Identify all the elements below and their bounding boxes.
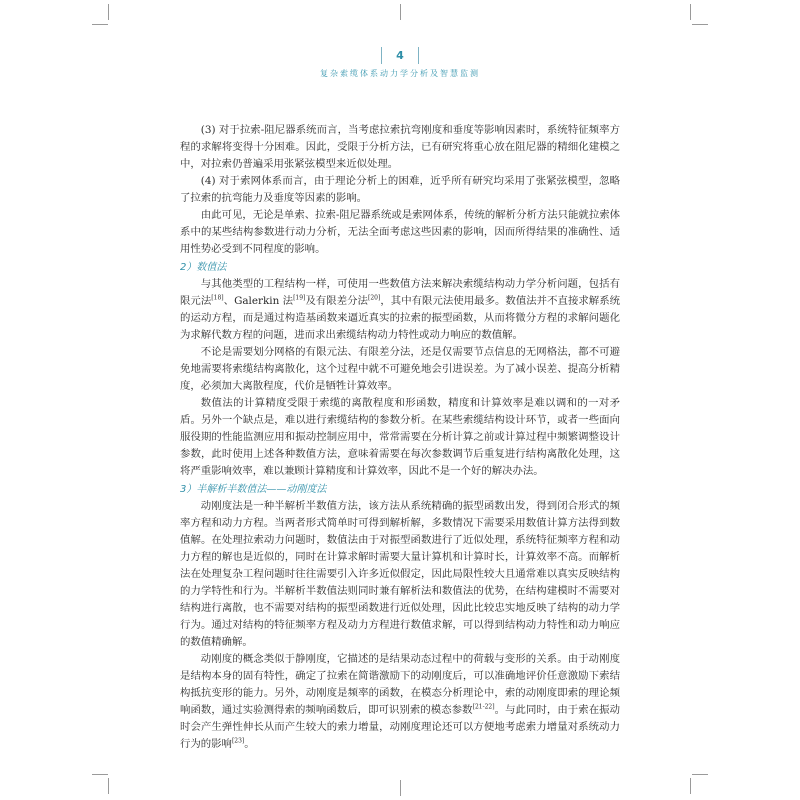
crop-mark-top-left-v	[108, 4, 109, 20]
paragraph-summary: 由此可见，无论是单索、拉索-阻尼器系统或是索网体系，传统的解析分析方法只能就拉索体系中的某些结构参数进行动力分析，无法全面考虑这些因素的影响，因而所得结果的准确性、适用性势必受到不同程度的影响。	[180, 209, 620, 255]
paragraph-3: (3) 对于拉索-阻尼器系统而言，当考虑拉索抗弯刚度和垂度等影响因素时，系统特征频率方程的求解将变得十分困难。因此，受限于分析方法，已有研究将重心放在阻尼器的精细化建模之中，对拉索仍普遍采用张紧弦模型来近似处理。	[180, 124, 620, 170]
paragraph-dynamic-stiffness-method: 动刚度法是一种半解析半数值方法，该方法从系统精确的振型函数出发，得到闭合形式的频率方程和动力方程。当两者形式简单时可得到解析解，多数情况下需要采用数值计算方法得到数值解。在处理拉索动力问题时，数值法由于对振型函数进行了近似处理，系统特征频率方程和动力方程的解也是近似的，同时在计算求解时需要大量计算机和计算时长，计算效率不高。而解析法在处理复杂工程问题时往往需要引入许多近似假定，因此局限性较大且通常难以真实反映结构的力学特性和行为。半解析半数值法则同时兼有解析法和数值法的优势，在结构建模时不需要对结构进行离散，也不需要对结构的振型函数进行近似处理，因此比较忠实地反映了结构的动力学行为。通过对结构的特征频率方程及动力方程进行数值求解，可以得到结构动力特性和动力响应的数值精确解。	[180, 500, 620, 648]
text-run: 。与此同时，由于索在振动时会产生弹性伸长从而产生较大的索力增量，动刚度理论还可以方便地考虑索力增量对系统动力行为的影响	[180, 704, 620, 750]
text-run: 。	[244, 738, 255, 750]
page-header	[0, 44, 800, 79]
body-text	[180, 122, 620, 753]
page-number: 4	[381, 47, 419, 64]
crop-mark-bottom-left-v	[108, 778, 109, 794]
crop-mark-top-left-h	[92, 24, 108, 25]
citation: [23]	[231, 737, 245, 745]
crop-mark-top-right-v	[690, 4, 691, 20]
paragraph-accuracy: 数值法的计算精度受限于索缆的离散程度和形函数，精度和计算效率是难以调和的一对矛盾。另外一个缺点是，难以进行索缆结构的参数分析。在某些索缆结构设计环节，或者一些面向服役期的性能监测应用和振动控制应用中，常常需要在分析计算之前或计算过程中频繁调整设计参数，此时使用上述各种数值方法，意味着需要在每次参数调节后重复进行结构离散化处理，这将严重影响效率，难以兼顾计算精度和计算效率，因此不是一个好的解决办法。	[180, 397, 620, 477]
text-run: 、Galerkin 法	[223, 295, 294, 307]
section-heading-dynamic-stiffness: 3）半解析半数值法——动刚度法	[180, 484, 327, 495]
crop-mark-center-bottom	[400, 780, 401, 796]
crop-mark-bottom-left-h	[92, 774, 108, 775]
paragraph-4: (4) 对于索网体系而言，由于理论分析上的困难，近乎所有研究均采用了张紧弦模型，忽略了拉索的抗弯能力及垂度等因素的影响。	[180, 175, 620, 204]
text-run: 与其他类型的工程结构一样，可使用一些数值方法来解决索缆结构动力学分析问题，包括有限元法	[180, 278, 620, 307]
text-run: 动刚度的概念类似于静刚度，它描述的是结果动态过程中的荷载与变形的关系。由于动刚度是结构本身的固有特性，确定了拉索在简谐激励下的动刚度后，可以准确地评价任意激励下索结构抵抗变形的能力。另外，动刚度是频率的函数，在模态分析理论中，索的动刚度即索的理论频响函数，通过实验测得索的频响函数后，即可识别索的模态参数	[180, 653, 620, 716]
paragraph-numerical-intro	[180, 276, 620, 344]
crop-mark-bottom-right-h	[692, 774, 708, 775]
running-title: 复杂索缆体系动力学分析及智慧监测	[320, 69, 480, 78]
crop-mark-bottom-right-v	[690, 778, 691, 794]
text-run: ，其中有限元法使用最多。数值法并不直接求解系统的运动方程，而是通过构造基函数来逼近真实的拉索的振型函数，从而将微分方程的求解问题化为求解代数方程的问题，进而求出索缆结构动力特性或动力响应的数值解。	[180, 295, 621, 341]
paragraph-discretization: 不论是需要划分网格的有限元法、有限差分法，还是仅需要节点信息的无网格法，都不可避免地需要将索缆结构离散化，这个过程中就不可避免地会引进误差。为了减小误差、提高分析精度，必须加大离散程度，代价是牺牲计算效率。	[180, 346, 620, 392]
citation: [21-22]	[472, 703, 495, 711]
citation: [19]	[293, 294, 306, 302]
citation: [18]	[211, 294, 224, 302]
text-run: 及有限差分法	[305, 295, 368, 307]
crop-mark-center-top	[400, 4, 401, 20]
section-heading-numerical: 2）数值法	[180, 262, 227, 273]
crop-mark-top-right-h	[692, 24, 708, 25]
paragraph-dynamic-stiffness-concept	[180, 651, 620, 753]
citation: [20]	[367, 294, 381, 302]
